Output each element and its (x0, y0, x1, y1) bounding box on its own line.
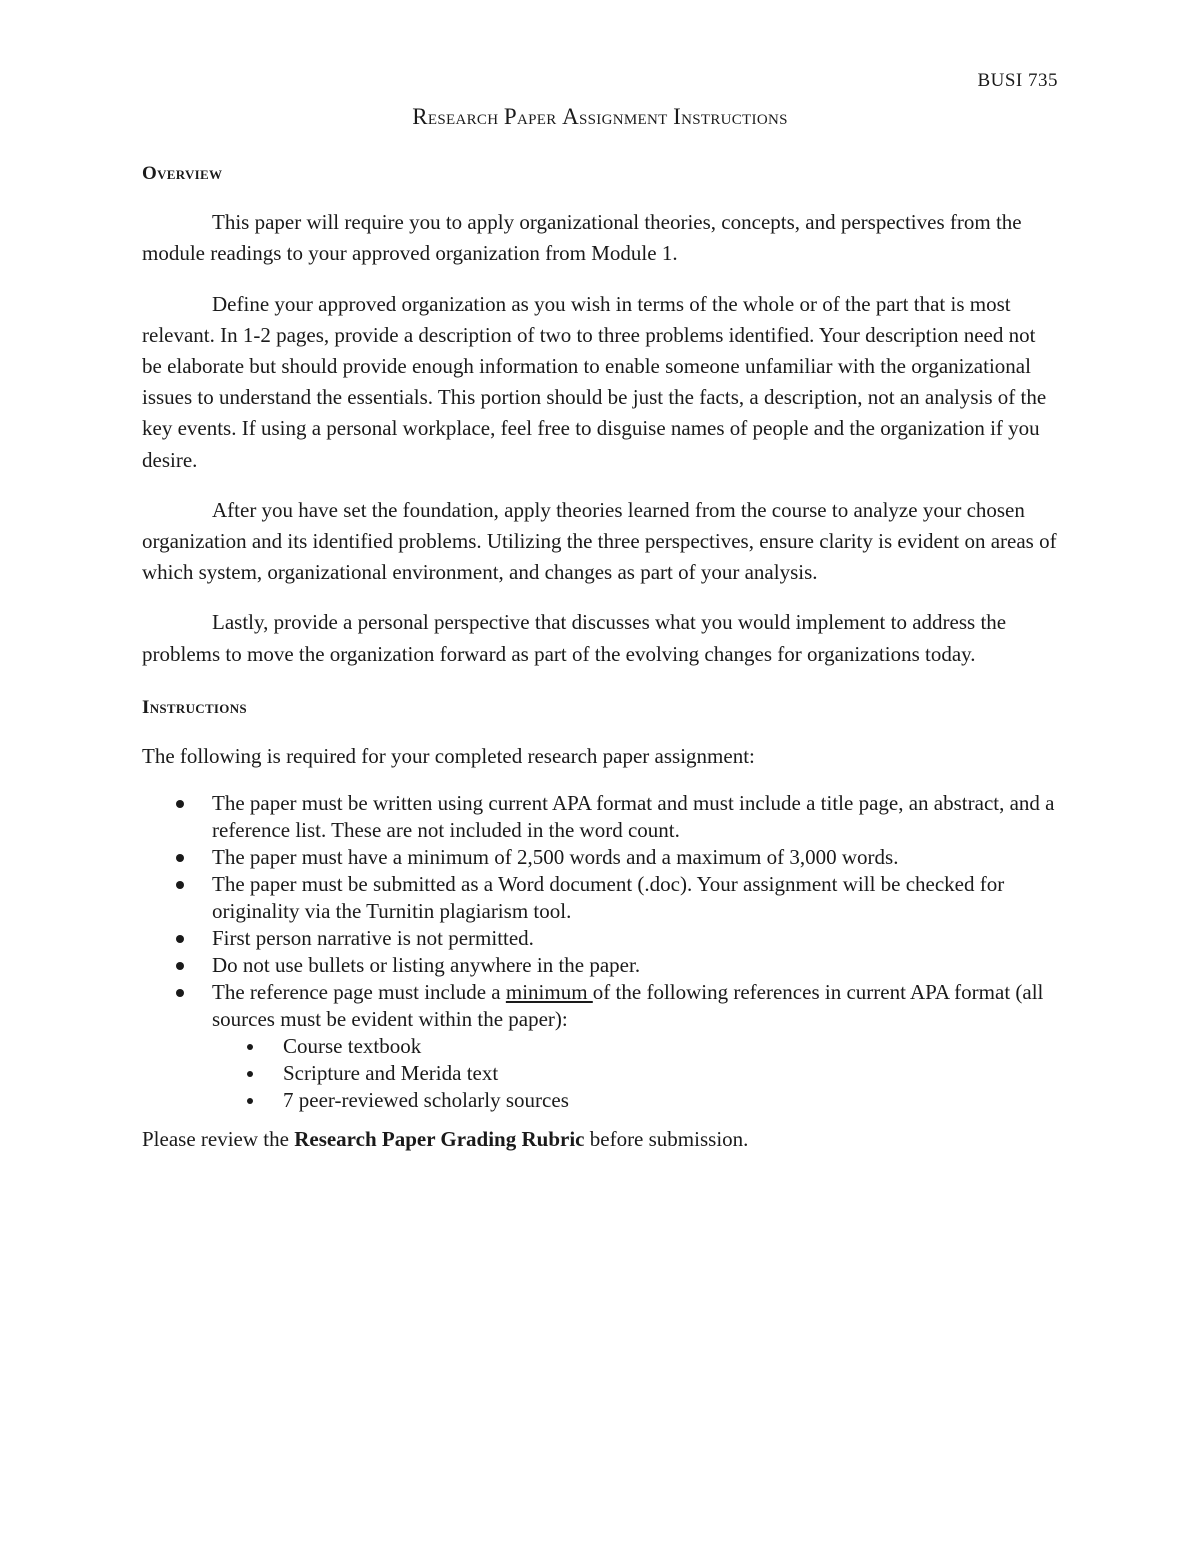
instructions-lead: The following is required for your completed research paper assignment: (142, 744, 755, 769)
bullet-icon (176, 962, 184, 970)
overview-heading: Overview (142, 163, 223, 184)
bullet-icon (176, 881, 184, 889)
sub-list-item: Scripture and Merida text (212, 1060, 1060, 1087)
overview-paragraph-1: This paper will require you to apply organizational theories, concepts, and perspectives from the module readings to your approved organization from Module 1. (142, 210, 1022, 266)
rubric-name: Research Paper Grading Rubric (294, 1127, 585, 1152)
bullet-icon (176, 989, 184, 997)
list-item: Do not use bullets or listing anywhere in the paper. (142, 952, 1060, 979)
bullet-icon (247, 1044, 253, 1050)
course-code: BUSI 735 (977, 70, 1058, 91)
document-title: Research Paper Assignment Instructions (412, 104, 788, 129)
bullet-icon (176, 800, 184, 808)
document-body (142, 158, 1060, 1155)
underlined-minimum: minimum (505, 980, 593, 1005)
overview-paragraph-4: Lastly, provide a personal perspective that discusses what you would implement to address the problems to move the organization forward as part of the evolving changes for organizations today. (142, 610, 1007, 666)
sub-list-item: Course textbook (212, 1033, 1060, 1060)
bullet-icon (247, 1071, 253, 1077)
list-item: The paper must have a minimum of 2,500 words and a maximum of 3,000 words. (142, 844, 1060, 871)
list-item-references: The reference page must include a minimum of the following references in current APA format (all sources must be evident within the paper): Course textbook Scripture and Merida text 7 peer-reviewed scholarly sources (142, 979, 1060, 1114)
list-item: First person narrative is not permitted. (142, 925, 1060, 952)
sub-list-item: 7 peer-reviewed scholarly sources (212, 1087, 1060, 1114)
list-item: The paper must be written using current APA format and must include a title page, an abstract, and a reference list. These are not included in the word count. (142, 790, 1060, 844)
reference-sublist (212, 1033, 1060, 1114)
requirements-list (142, 790, 1060, 1114)
overview-paragraph-3: After you have set the foundation, apply theories learned from the course to analyze your chosen organization and its identified problems. Utilizing the three perspectives, ensure clarity is evident on areas of which system, organizational environment, and changes as part of your analysis. (142, 497, 1057, 585)
list-item: The paper must be submitted as a Word document (.doc). Your assignment will be checked for originality via the Turnitin plagiarism tool. (142, 871, 1060, 925)
bullet-icon (247, 1098, 253, 1104)
instructions-heading: Instructions (142, 696, 247, 718)
bullet-icon (176, 854, 184, 862)
bullet-icon (176, 935, 184, 943)
closing-note: Please review the Research Paper Grading Rubric before submission. (142, 1127, 749, 1152)
overview-paragraph-2: Define your approved organization as you wish in terms of the whole or of the part that is most relevant. In 1-2 pages, provide a description of two to three problems identified. Your description need not be elaborate but should provide enough information to enable someone unfamiliar with the organizational issues to understand the essentials. This portion should be just the facts, a description, not an analysis of the key events. If using a personal workplace, feel free to disguise names of people and the organization if you desire. (142, 291, 1047, 472)
